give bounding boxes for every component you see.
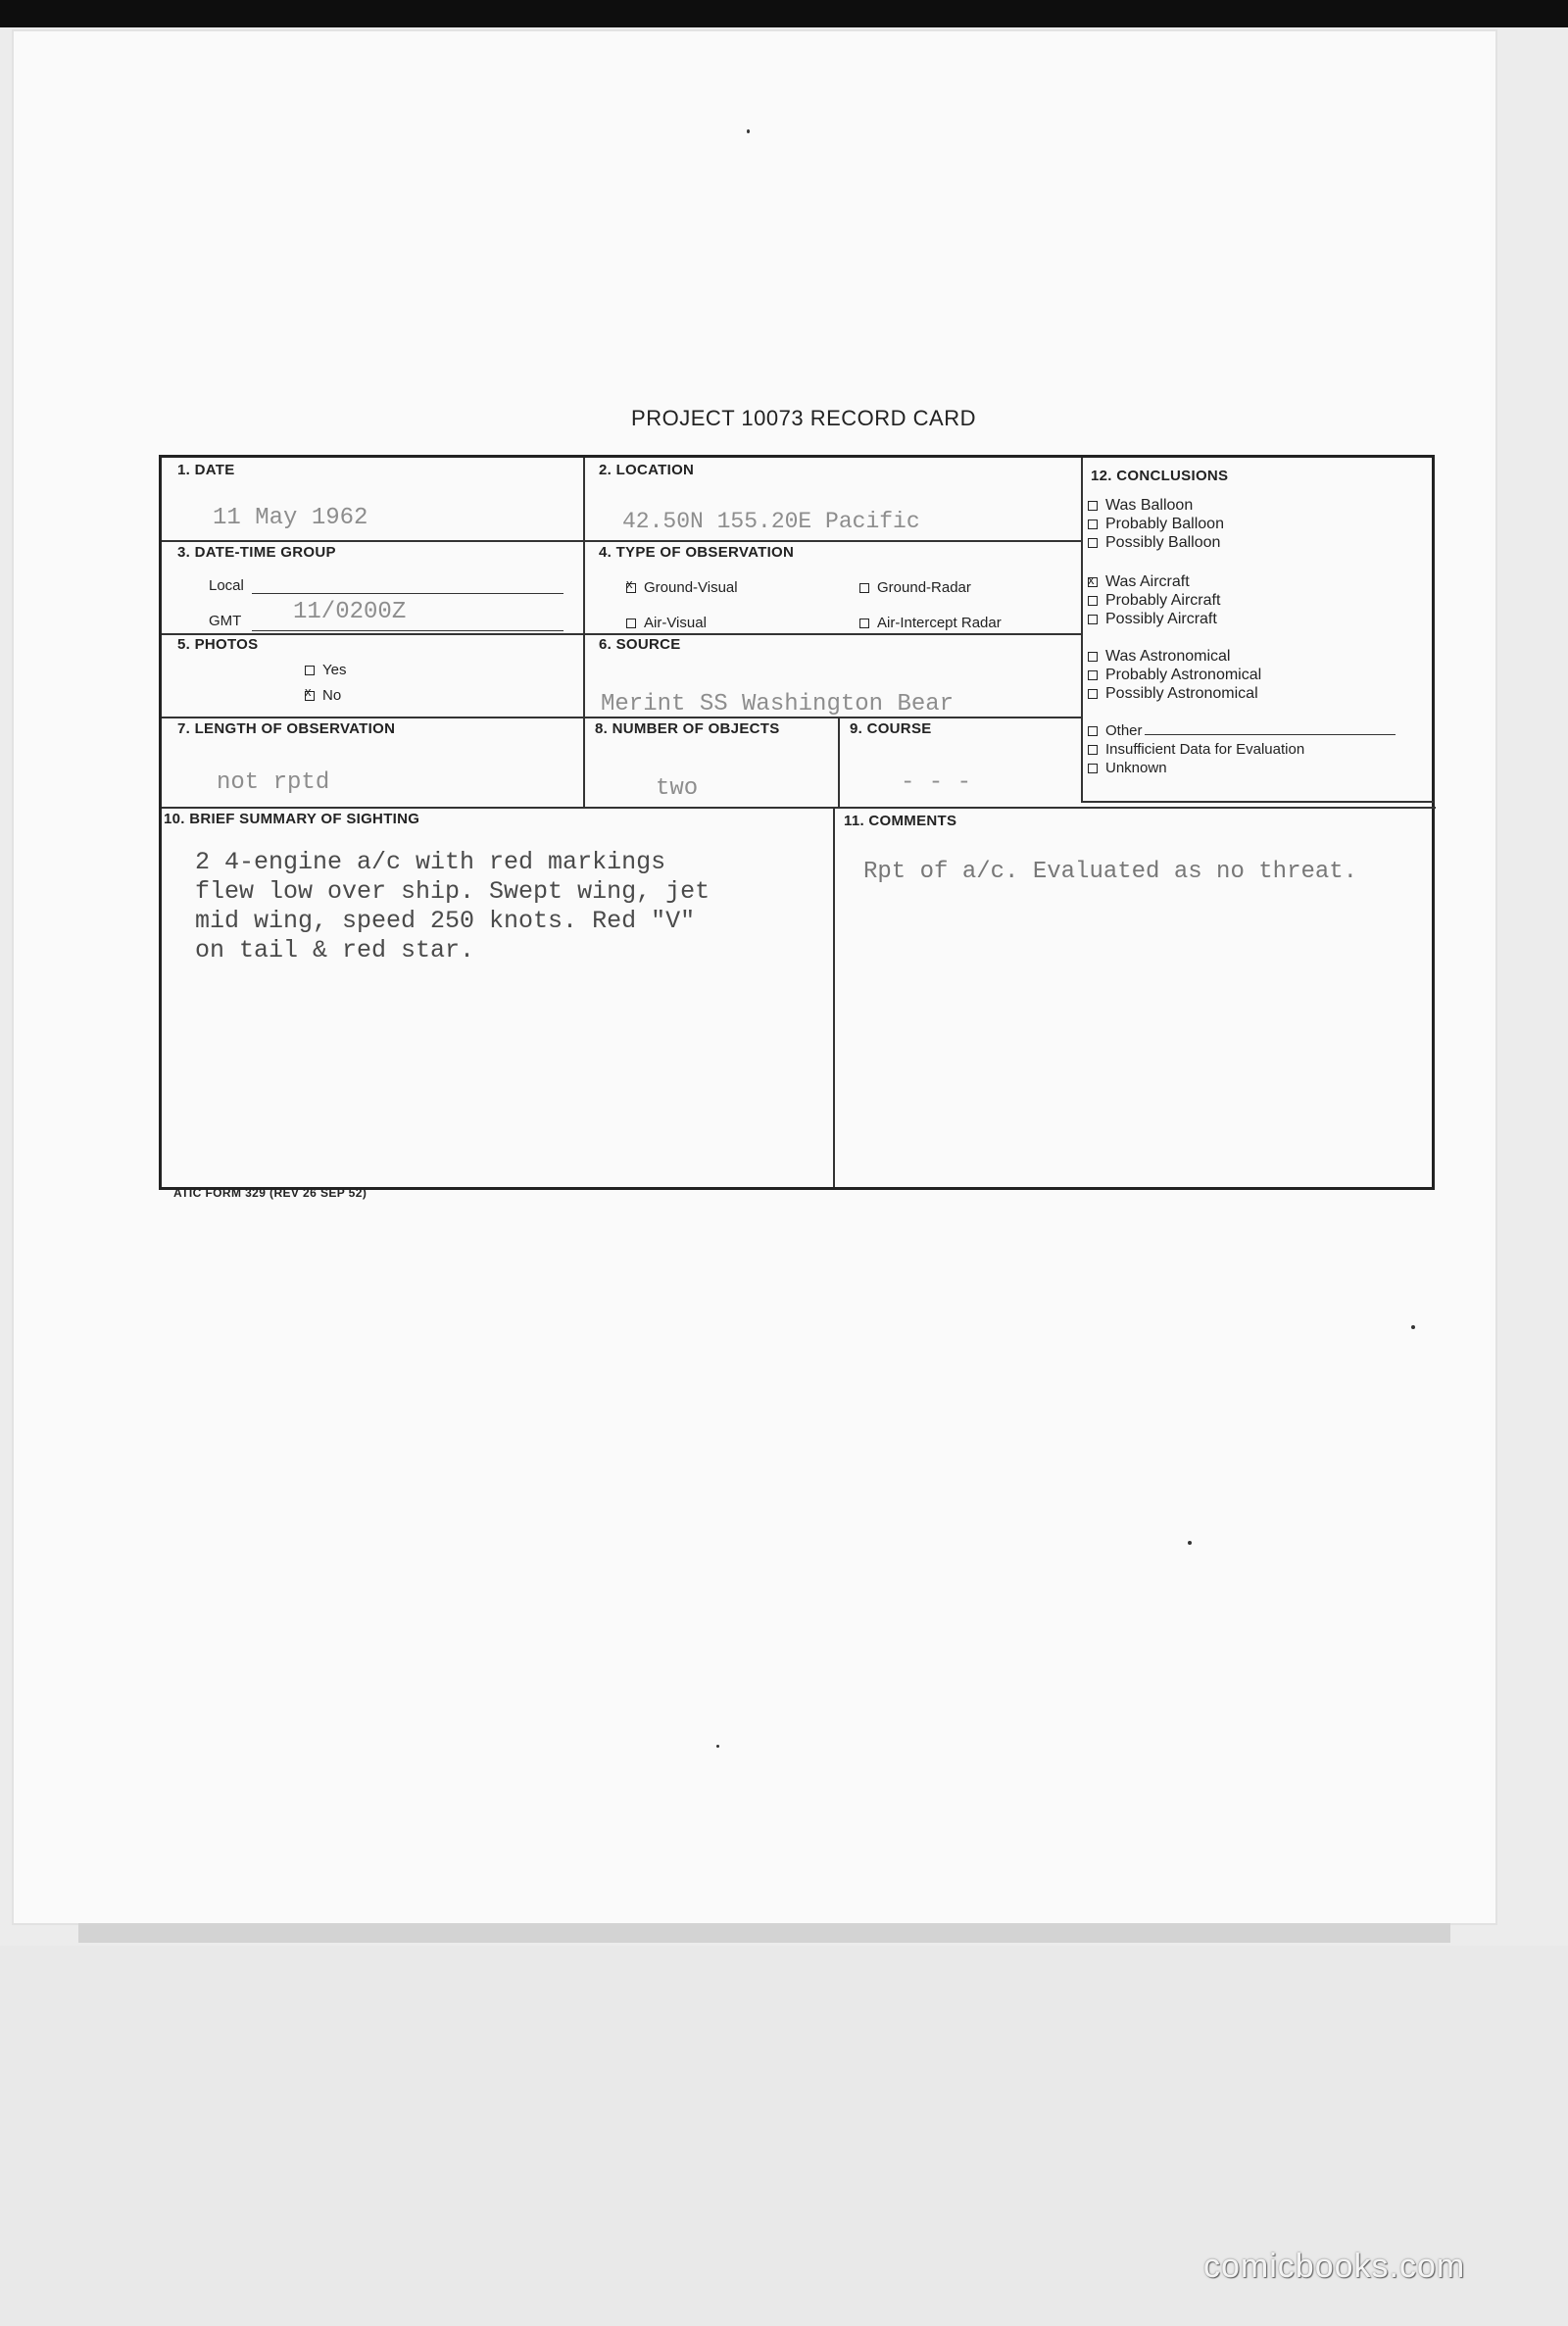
photos-yes-checkbox [305,666,315,675]
conclusion-possibly-astronomical [1088,684,1261,703]
checkbox [1088,577,1098,587]
brief-summary-label: 10. BRIEF SUMMARY OF SIGHTING [164,811,420,827]
date-time-group-label: 3. DATE-TIME GROUP [177,544,336,561]
checkbox [1088,689,1098,699]
number-of-objects-label: 8. NUMBER OF OBJECTS [595,720,780,737]
course-label: 9. COURSE [850,720,932,737]
divider [162,807,1436,809]
local-label: Local [209,577,244,594]
conclusion-possibly-aircraft [1088,610,1220,628]
photos-label: 5. PHOTOS [177,636,259,653]
gmt-field-line [252,630,564,631]
divider [1081,458,1083,801]
course-value: - - - [901,769,972,796]
conclusion-was-astronomical [1088,647,1261,666]
air-intercept-radar-option [859,615,1002,631]
checkbox [1088,615,1098,624]
date-label: 1. DATE [177,462,235,478]
conclusion-was-aircraft [1088,572,1220,591]
number-of-objects-value: two [656,775,699,802]
divider [162,540,1083,542]
watermark: comicbooks.com [1203,2248,1466,2285]
conclusion-probably-astronomical [1088,666,1261,684]
conclusion-insufficient-data [1088,740,1396,759]
comments-label: 11. COMMENTS [844,813,957,829]
air-visual-option [626,615,707,631]
conclusion-text: Was Balloon [1105,497,1194,514]
scan-top-edge [0,0,1568,27]
conclusions-list [1088,496,1224,552]
conclusion-text: Probably Balloon [1105,516,1224,532]
length-of-observation-value: not rptd [217,769,330,796]
checkbox [1088,726,1098,736]
divider [162,633,1083,635]
checkbox [1088,538,1098,548]
air-visual-checkbox [626,619,636,628]
divider [1081,801,1434,803]
dust-speck [1188,1541,1192,1545]
checkbox [1088,745,1098,755]
conclusion-text: Was Astronomical [1105,648,1231,665]
date-value: 11 May 1962 [213,505,368,531]
checkbox [1088,520,1098,529]
conclusion-text: Possibly Astronomical [1105,685,1258,702]
conclusion-was-balloon [1088,496,1224,515]
ground-visual-option [626,579,738,596]
air-visual-text: Air-Visual [644,615,707,631]
type-of-observation-label: 4. TYPE OF OBSERVATION [599,544,795,561]
conclusion-unknown [1088,759,1396,777]
brief-summary-text: 2 4-engine a/c with red markings flew low over ship. Swept wing, jet mid wing, speed 250 knots. Red "V" on tail & red star. [195,848,710,965]
photos-no-text: No [322,687,342,704]
photos-yes-text: Yes [322,662,347,678]
conclusion-text: Other [1105,722,1143,739]
other-field-line [1145,722,1396,735]
location-value: 42.50N 155.20E Pacific [622,509,920,534]
conclusion-other [1088,721,1396,740]
conclusions-list [1088,572,1220,628]
conclusion-text: Insufficient Data for Evaluation [1105,741,1305,758]
photos-no-checkbox [305,691,315,701]
dust-speck [747,129,750,133]
location-label: 2. LOCATION [599,462,695,478]
conclusion-probably-balloon [1088,515,1224,533]
comments-text: Rpt of a/c. Evaluated as no threat. [863,859,1358,885]
conclusion-text: Unknown [1105,760,1167,776]
dust-speck [716,1745,719,1748]
ground-radar-checkbox [859,583,869,593]
checkbox [1088,501,1098,511]
photos-no-option [305,687,341,704]
air-intercept-radar-text: Air-Intercept Radar [877,615,1002,631]
record-card [159,455,1435,1190]
air-intercept-radar-checkbox [859,619,869,628]
photos-yes-option [305,662,346,678]
checkbox [1088,652,1098,662]
local-field-line [252,593,564,594]
divider [838,718,840,809]
ground-radar-option [859,579,971,596]
conclusion-text: Probably Astronomical [1105,667,1262,683]
card-title: PROJECT 10073 RECORD CARD [631,406,976,430]
checkbox [1088,596,1098,606]
conclusions-list [1088,647,1261,703]
length-of-observation-label: 7. LENGTH OF OBSERVATION [177,720,396,737]
source-value: Merint SS Washington Bear [601,691,955,718]
conclusion-text: Was Aircraft [1105,573,1190,590]
paper-shadow [78,1923,1450,1943]
conclusion-text: Probably Aircraft [1105,592,1221,609]
checkbox [1088,764,1098,773]
form-id: ATIC FORM 329 (REV 26 SEP 52) [173,1186,368,1200]
ground-radar-text: Ground-Radar [877,579,971,596]
ground-visual-checkbox [626,583,636,593]
conclusion-probably-aircraft [1088,591,1220,610]
checkbox [1088,670,1098,680]
conclusion-possibly-balloon [1088,533,1224,552]
conclusions-list [1088,721,1396,777]
gmt-value: 11/0200Z [293,599,407,625]
ground-visual-text: Ground-Visual [644,579,738,596]
gmt-label: GMT [209,613,242,629]
divider [833,807,835,1187]
source-label: 6. SOURCE [599,636,681,653]
conclusion-text: Possibly Aircraft [1105,611,1217,627]
dust-speck [1411,1325,1415,1329]
conclusions-label: 12. CONCLUSIONS [1091,468,1229,484]
conclusion-text: Possibly Balloon [1105,534,1221,551]
